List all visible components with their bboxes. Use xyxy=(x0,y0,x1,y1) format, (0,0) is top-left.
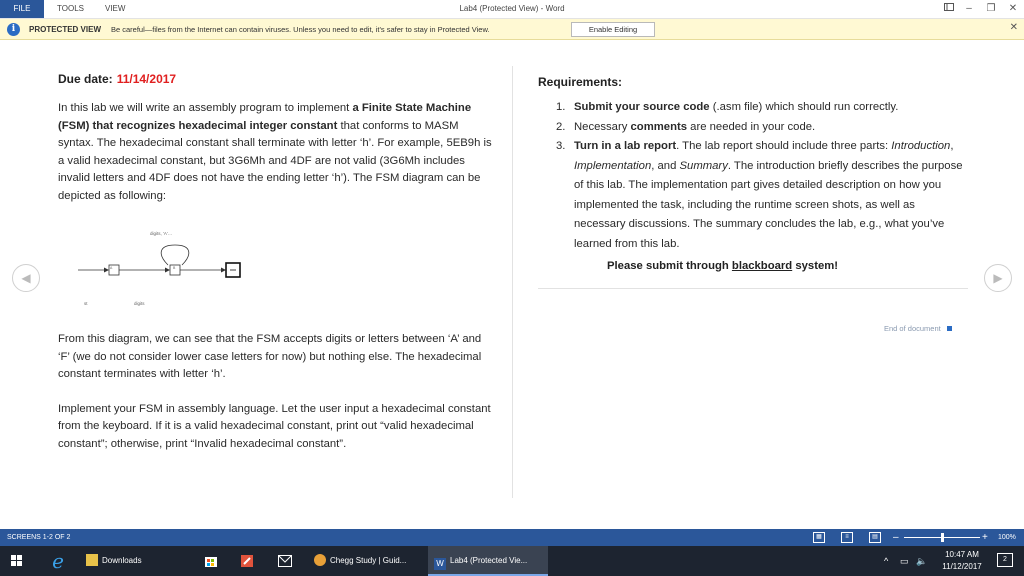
fsm-diagram-graphic xyxy=(58,205,258,331)
requirement-text: Necessary xyxy=(574,120,631,133)
intro-paragraph xyxy=(58,100,494,205)
end-of-document xyxy=(884,324,952,333)
protected-view-message: Be careful—files from the Internet can contain viruses. Unless you need to edit, it's safer to stay in Protected View. xyxy=(111,25,490,34)
app-icon[interactable] xyxy=(234,546,260,576)
network-icon[interactable]: ▭ xyxy=(900,556,909,566)
menu-file[interactable]: FILE xyxy=(0,0,44,18)
diagram-explanation-paragraph: From this diagram, we can see that the FSM accepts digits or letters between ‘A’ and ‘F’ (we do not consider lower case letters for now) but nothing else. The hexadecimal constant terminates with letter ‘h’. xyxy=(58,333,482,380)
column-divider xyxy=(512,66,513,498)
requirement-text: are needed in your code. xyxy=(687,120,816,133)
requirement-number: 2. xyxy=(556,120,566,133)
read-mode-icon[interactable]: ▦ xyxy=(813,532,825,543)
clock-date: 11/12/2017 xyxy=(942,562,982,571)
zoom-slider-thumb[interactable] xyxy=(941,533,944,542)
chrome-icon xyxy=(314,554,326,566)
requirement-text: , and xyxy=(651,159,680,172)
end-rule xyxy=(538,288,968,289)
close-button[interactable]: ✕ xyxy=(1008,3,1018,14)
info-icon: i xyxy=(7,23,20,36)
previous-page-button[interactable]: ◀ xyxy=(12,264,40,292)
taskbar-word[interactable] xyxy=(428,546,548,576)
intro-text-1: In this lab we will write an assembly program to implement xyxy=(58,102,353,114)
requirement-text: . The introduction briefly describes the purpose of this lab. The implementation part gives detailed description on how you implemented the task, including the runtime screen shots, as well as necessary discussions. The summary concludes the lab, e.g., what you’ve learned from this lab. xyxy=(574,159,963,250)
requirement-text: (.asm file) which should run correctly. xyxy=(709,101,899,113)
screens-indicator: SCREENS 1-2 OF 2 xyxy=(7,534,71,541)
start-label: st xyxy=(84,301,88,306)
submit-instruction xyxy=(607,257,968,276)
intro-text-2: that conforms to MASM syntax. The hexadecimal constant shall terminate with letter ‘h’. For example, 5EB9h is a valid hexadecimal constant, but 3G6Mh and 4DF are not valid (3G6Mh includes invalid letters and 4DF does not have the ending letter ‘h’). The FSM diagram can be depicted as following: xyxy=(58,119,492,202)
requirement-item xyxy=(538,118,968,138)
left-column xyxy=(58,66,494,453)
due-date-line xyxy=(58,66,494,92)
loop-label: digits, 'A'… xyxy=(150,231,173,236)
web-layout-icon[interactable]: ▤ xyxy=(869,532,881,543)
requirements-title: Requirements: xyxy=(538,75,623,89)
volume-icon[interactable]: 🔈 xyxy=(916,556,928,566)
requirement-bold: comments xyxy=(630,120,688,133)
clock-time: 10:47 AM xyxy=(945,550,979,559)
requirement-number: 3. xyxy=(556,140,566,152)
minimize-button[interactable]: – xyxy=(966,3,972,14)
end-of-document-label: End of document xyxy=(884,324,941,333)
folder-icon xyxy=(86,554,98,566)
word-icon: W xyxy=(434,558,446,570)
impl-text-1: Implement your FSM in assembly language. Let the user input a hexadecimal constant from the keyboard. xyxy=(58,402,491,432)
zoom-out-button[interactable]: – xyxy=(893,532,899,543)
maximize-button[interactable]: ❐ xyxy=(986,3,996,14)
requirement-bold: Turn in a lab report xyxy=(574,140,677,152)
submit-text-2: system! xyxy=(792,260,839,272)
requirement-bold: Submit your source code xyxy=(574,101,710,113)
intro-bold: a Finite State Machine (FSM) that recognizes hexadecimal integer constant xyxy=(58,102,472,132)
due-date-value: 11/14/2017 xyxy=(116,72,177,86)
requirement-item xyxy=(538,137,968,254)
taskbar-downloads[interactable] xyxy=(82,546,192,576)
blackboard-link[interactable]: blackboard xyxy=(731,260,793,272)
system-clock[interactable] xyxy=(932,549,992,573)
protected-view-label: PROTECTED VIEW xyxy=(29,25,102,34)
menu-tools[interactable]: TOOLS xyxy=(57,4,84,13)
submit-text-1: Please submit through xyxy=(607,260,732,272)
enable-editing-button[interactable]: Enable Editing xyxy=(571,22,655,37)
restore-icon[interactable] xyxy=(938,0,960,18)
menu-view[interactable]: VIEW xyxy=(105,4,126,13)
start-windows-icon[interactable] xyxy=(0,546,36,576)
internet-explorer-icon[interactable]: e xyxy=(52,549,64,573)
taskbar xyxy=(0,546,1024,576)
due-date-label: Due date: xyxy=(58,72,113,86)
tray-chevron-icon[interactable]: ^ xyxy=(884,556,889,566)
status-bar xyxy=(0,529,1024,546)
zoom-percentage[interactable]: 100% xyxy=(998,534,1016,541)
close-protected-bar-icon[interactable]: ✕ xyxy=(1009,22,1018,33)
print-layout-icon[interactable]: ≡ xyxy=(841,532,853,543)
impl-text-2: If it is a valid hexadecimal constant, print out “valid hexadecimal constant”; otherwise, print “Invalid hexadecimal constant”. xyxy=(58,420,474,450)
requirement-number: 1. xyxy=(556,101,566,113)
requirements-list xyxy=(538,98,968,254)
right-column xyxy=(538,66,968,289)
requirement-text: , xyxy=(950,140,954,152)
requirement-italic: Implementation xyxy=(574,159,652,172)
notification-icon[interactable]: 2 xyxy=(997,553,1013,567)
implementation-paragraph xyxy=(58,401,494,454)
end-marker-icon xyxy=(947,326,952,331)
zoom-in-button[interactable]: + xyxy=(982,532,988,543)
requirement-item xyxy=(538,98,968,118)
taskbar-chegg[interactable] xyxy=(308,546,422,576)
state-b-label: B xyxy=(173,266,176,270)
requirement-italic: Summary xyxy=(679,159,728,172)
window-title: Lab4 (Protected View) - Word xyxy=(459,4,565,13)
protected-view-bar xyxy=(0,19,1024,40)
chegg-label: Chegg Study | Guid... xyxy=(330,556,407,565)
edge-label: digits xyxy=(134,301,145,306)
requirement-text: . The lab report should include three parts: xyxy=(676,140,892,152)
next-page-button[interactable]: ▶ xyxy=(984,264,1012,292)
mail-icon[interactable] xyxy=(272,546,298,576)
requirement-italic: Introduction xyxy=(891,140,951,152)
store-icon[interactable] xyxy=(198,546,224,576)
word-label: Lab4 (Protected Vie... xyxy=(450,556,528,565)
fsm-diagram xyxy=(58,205,494,331)
state-a-label: A xyxy=(110,266,113,270)
title-bar xyxy=(0,0,1024,19)
downloads-label: Downloads xyxy=(102,556,142,565)
